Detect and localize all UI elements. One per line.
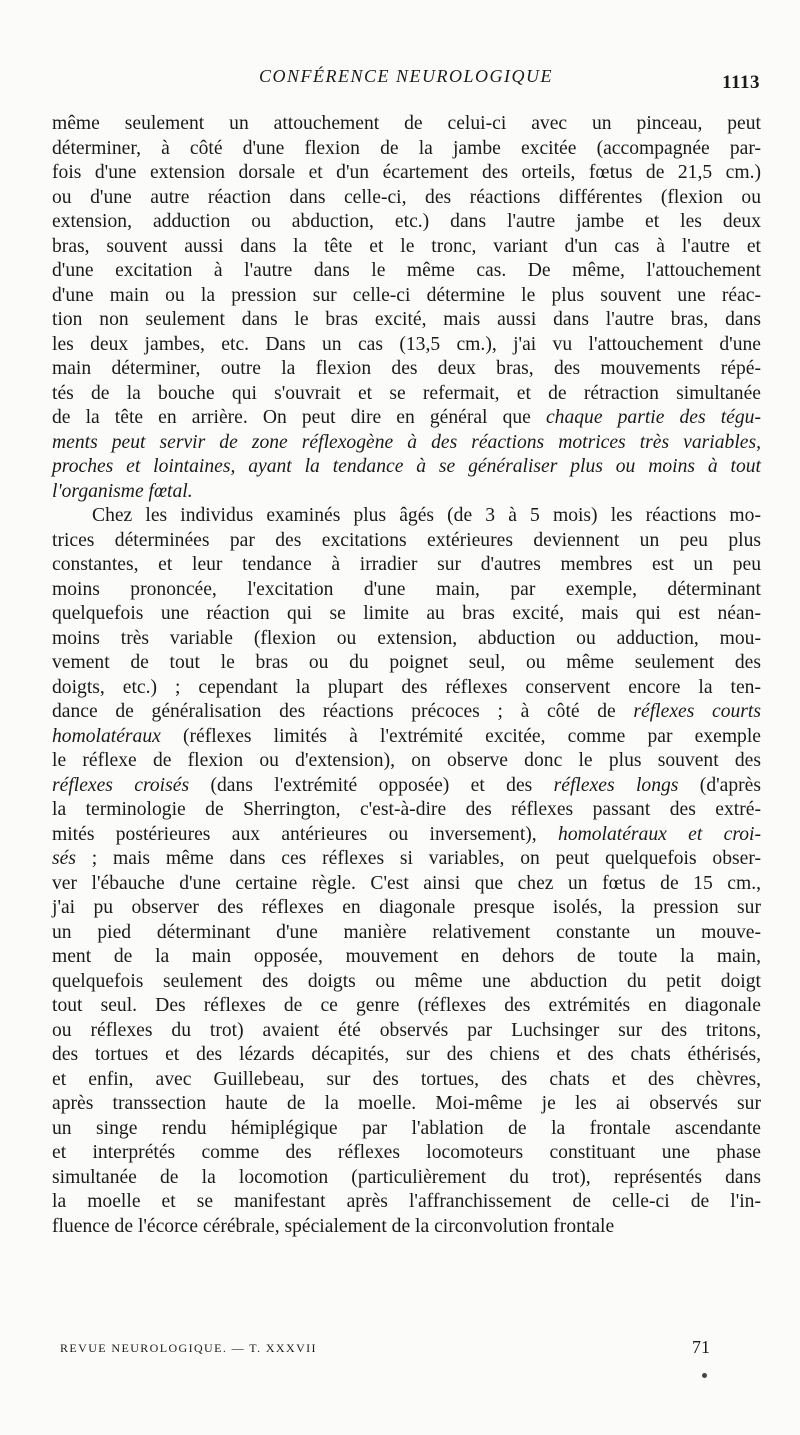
text-segment: mités postérieures aux antérieures ou inversement), <box>52 823 559 845</box>
text-line <box>52 749 761 774</box>
text-segment: tion non seulement dans le bras excité, mais aussi dans l'autre bras, dans <box>52 309 761 330</box>
text-segment: vement de tout le bras ou du poignet seul, ou même seulement des <box>52 652 761 673</box>
text-segment: ver l'ébauche d'une certaine règle. C'est ainsi que chez un fœtus de 15 cm., <box>52 872 761 894</box>
text-segment: main déterminer, outre la flexion des deux bras, des mouvements répé- <box>52 358 761 379</box>
text-segment: quelquefois seulement des doigts ou même une abduction du petit doigt <box>52 970 761 992</box>
text-segment: même seulement un attouchement de celui-ci avec un pinceau, peut <box>52 113 761 134</box>
text-segment: extension, adduction ou abduction, etc.) dans l'autre jambe et les deux <box>52 211 761 232</box>
italic-text: l'organisme fœtal. <box>52 480 193 502</box>
text-line <box>52 774 761 799</box>
text-segment: (d'après <box>678 774 761 796</box>
text-line <box>52 1141 761 1166</box>
text-segment: ; mais même dans ces réflexes si variables, on peut quelquefois obser- <box>75 848 761 869</box>
text-line <box>52 480 761 505</box>
page-footer <box>60 1337 710 1367</box>
italic-text: réflexes croisés <box>52 774 190 796</box>
text-segment: simultanée de la locomotion (particulièrement du trot), représentés dans <box>52 1166 761 1188</box>
text-line <box>52 700 761 725</box>
text-segment: un singe rendu hémiplégique par l'ablation de la frontale ascendante <box>52 1117 761 1139</box>
text-line <box>52 504 761 529</box>
text-segment: d'une main ou la pression sur celle-ci détermine le plus souvent une réac- <box>52 284 761 306</box>
text-segment: doigts, etc.) ; cependant la plupart des réflexes conservent encore la ten- <box>52 676 761 698</box>
italic-text: sés <box>52 848 76 869</box>
text-line <box>52 602 761 627</box>
text-segment: le réflexe de flexion ou d'extension), on observe donc le plus souvent des <box>52 750 761 771</box>
text-segment: moins très variable (flexion ou extension, abduction ou adduction, mou- <box>52 627 761 649</box>
text-line <box>52 1068 761 1093</box>
text-line <box>52 259 761 284</box>
text-line <box>52 161 761 186</box>
text-segment: et interprétés comme des réflexes locomoteurs constituant une phase <box>52 1142 761 1163</box>
italic-text: chaque partie des tégu- <box>545 407 761 428</box>
text-line <box>52 823 761 848</box>
text-line <box>52 578 761 603</box>
italic-text: réflexes longs <box>553 774 679 796</box>
text-line <box>52 333 761 358</box>
text-line <box>52 382 761 407</box>
text-segment: bras, souvent aussi dans la tête et le tronc, variant d'un cas à l'autre et <box>52 235 761 257</box>
print-mark <box>702 1373 707 1378</box>
journal-reference: REVUE NEUROLOGIQUE. — T. XXXVII <box>60 1341 317 1355</box>
text-segment: trices déterminées par des excitations extérieures deviennent un peu plus <box>52 529 761 551</box>
text-segment: fluence de l'écorce cérébrale, spécialement de la circonvolution frontale <box>52 1215 615 1237</box>
text-line <box>52 431 761 456</box>
text-line <box>52 137 761 162</box>
text-line <box>52 186 761 211</box>
text-line <box>52 872 761 897</box>
italic-text: homolatéraux <box>52 725 161 747</box>
text-segment: (réflexes limités à l'extrémité excitée, comme par exemple <box>160 725 761 747</box>
text-line <box>52 1190 761 1215</box>
text-line <box>52 1092 761 1117</box>
text-line <box>52 284 761 309</box>
text-segment: (dans l'extrémité opposée) et des <box>189 774 554 796</box>
text-segment: déterminer, à côté d'une flexion de la jambe excitée (accompagnée par- <box>52 137 761 159</box>
text-segment: d'une excitation à l'autre dans le même cas. De même, l'attouchement <box>52 260 761 281</box>
text-segment: constantes, et leur tendance à irradier sur d'autres membres est un peu <box>52 554 761 575</box>
italic-text: réflexes courts <box>633 701 762 722</box>
text-segment: les deux jambes, etc. Dans un cas (13,5 cm.), j'ai vu l'attouchement d'une <box>52 333 761 355</box>
text-line <box>52 1215 761 1240</box>
text-line <box>52 725 761 750</box>
text-line <box>52 627 761 652</box>
text-line <box>52 553 761 578</box>
text-segment: ou d'une autre réaction dans celle-ci, des réactions différentes (flexion ou <box>52 186 761 208</box>
text-segment: moins prononcée, l'excitation d'une main, par exemple, déterminant <box>52 578 761 600</box>
paragraph <box>52 504 761 1239</box>
text-segment: tés de la bouche qui s'ouvrait et se refermait, et de rétraction simultanée <box>52 382 761 404</box>
text-segment: après transsection haute de la moelle. Moi-même je les ai observés sur <box>52 1093 761 1114</box>
paragraph <box>52 112 761 504</box>
running-title: CONFÉRENCE NEUROLOGIQUE <box>259 66 553 86</box>
text-line <box>52 798 761 823</box>
text-line <box>52 357 761 382</box>
text-line <box>52 529 761 554</box>
text-line <box>52 676 761 701</box>
text-line <box>52 921 761 946</box>
page-header <box>52 66 760 98</box>
text-line <box>52 945 761 970</box>
text-line <box>52 210 761 235</box>
text-segment: de la tête en arrière. On peut dire en général que <box>52 407 546 428</box>
text-line <box>52 112 761 137</box>
body-text <box>52 112 761 1239</box>
text-segment: des tortues et des lézards décapités, sur des chiens et des chats éthérisés, <box>52 1044 761 1065</box>
text-line <box>52 1019 761 1044</box>
text-segment: fois d'une extension dorsale et d'un écartement des orteils, fœtus de 21,5 cm.) <box>52 162 761 183</box>
text-segment: ou réflexes du trot) avaient été observés par Luchsinger sur des tritons, <box>52 1019 761 1041</box>
text-segment: dance de généralisation des réactions précoces ; à côté de <box>52 701 634 722</box>
italic-text: homolatéraux et croi- <box>558 823 761 845</box>
page-number: 1113 <box>722 72 760 93</box>
text-segment: Chez les individus examinés plus âgés (de 3 à 5 mois) les réactions mo- <box>92 505 761 526</box>
text-line <box>52 994 761 1019</box>
text-line <box>52 1166 761 1191</box>
text-line <box>52 970 761 995</box>
sheet-number: 71 <box>692 1337 710 1357</box>
italic-text: ments peut servir de zone réflexogène à des réactions motrices très variables, <box>52 431 761 453</box>
text-segment: j'ai pu observer des réflexes en diagonale presque isolés, la pression sur <box>52 897 761 918</box>
text-line <box>52 1043 761 1068</box>
text-line <box>52 651 761 676</box>
text-line <box>52 1117 761 1142</box>
text-line <box>52 308 761 333</box>
text-line <box>52 896 761 921</box>
text-segment: un pied déterminant d'une manière relativement constante un mouve- <box>52 921 761 943</box>
text-segment: quelquefois une réaction qui se limite au bras excité, mais qui est néan- <box>52 603 761 624</box>
text-line <box>52 455 761 480</box>
text-segment: et enfin, avec Guillebeau, sur des tortues, des chats et des chèvres, <box>52 1068 761 1090</box>
text-segment: la moelle et se manifestant après l'affranchissement de celle-ci de l'in- <box>52 1191 761 1212</box>
text-segment: ment de la main opposée, mouvement en dehors de toute la main, <box>52 946 761 967</box>
italic-text: proches et lointaines, ayant la tendance à se généraliser plus ou moins à tout <box>52 456 761 477</box>
text-segment: tout seul. Des réflexes de ce genre (réflexes des extrémités en diagonale <box>52 995 761 1016</box>
text-segment: la terminologie de Sherrington, c'est-à-dire des réflexes passant des extré- <box>52 799 761 820</box>
text-line <box>52 406 761 431</box>
text-line <box>52 235 761 260</box>
text-line <box>52 847 761 872</box>
